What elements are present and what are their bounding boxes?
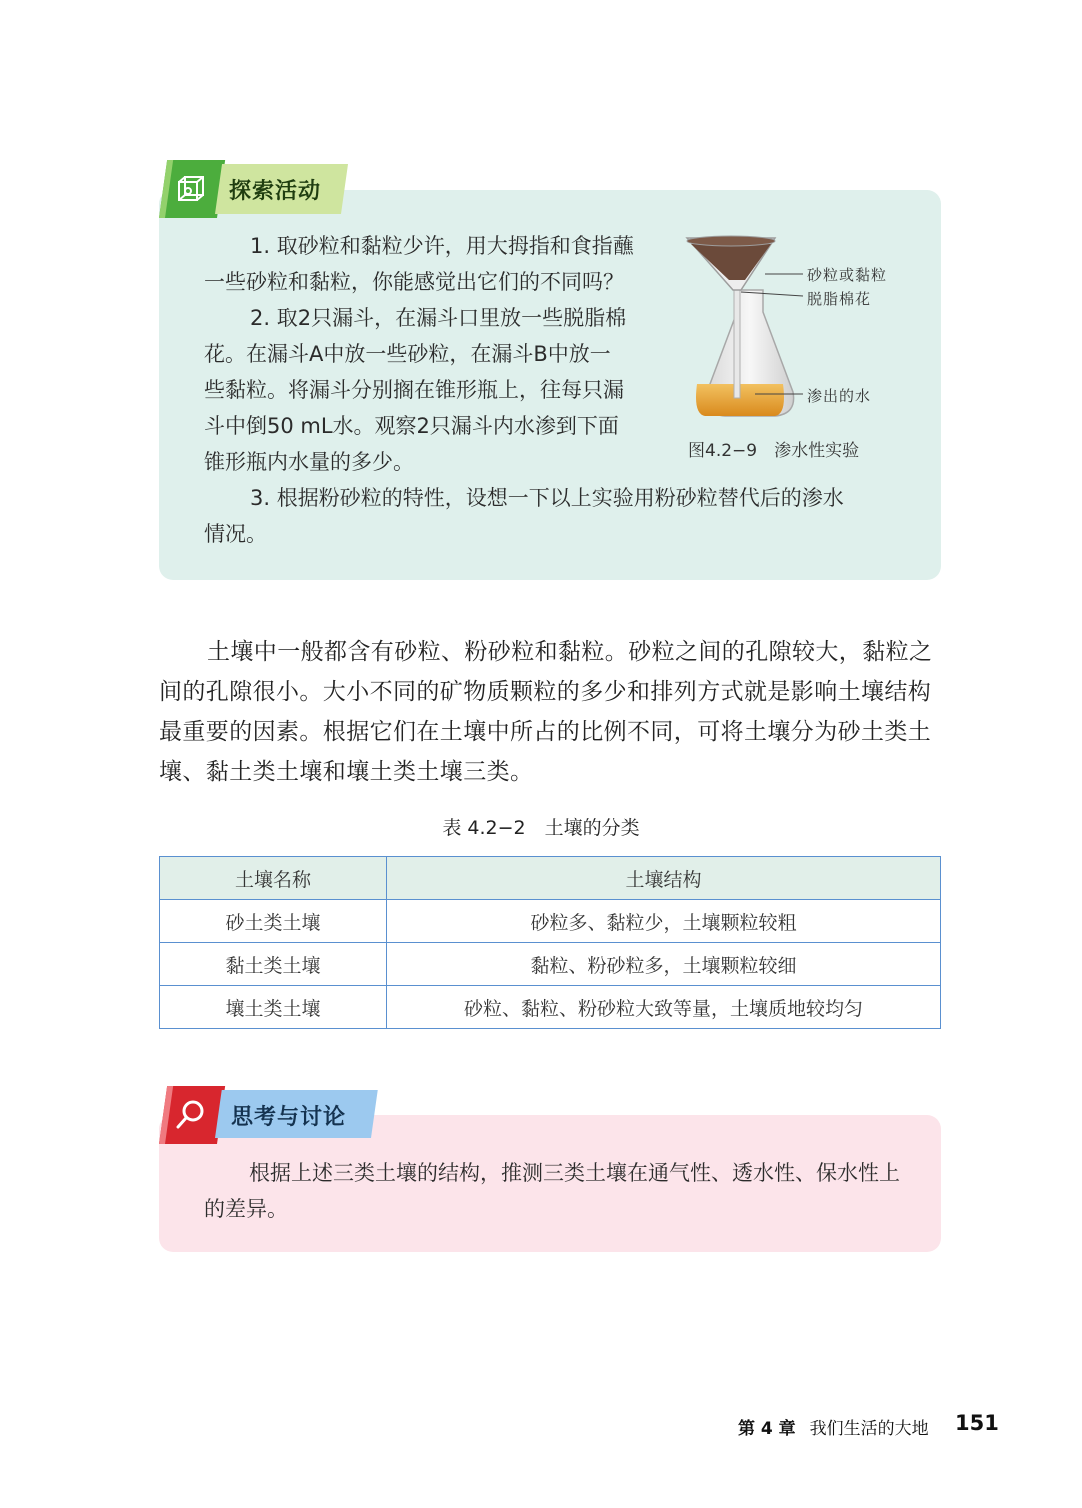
activity-header [159,160,344,218]
activity-step1-line2: 一些砂粒和黏粒，你能感觉出它们的不同吗？ [204,270,624,294]
activity-step2-line2: 花。在漏斗A中放一些砂粒，在漏斗B中放一 [204,342,611,366]
body-paragraph: 土壤中一般都含有砂粒、粉砂粒和黏粒。砂粒之间的孔隙较大，黏粒之间的孔隙很小。大小不同的矿物质颗粒的多少和排列方式就是影响土壤结构最重要的因素。根据它们在土壤中所占的比例不同，可将土壤分为砂土类土壤、黏土类土壤和壤土类土壤三类。 [159,639,933,785]
soil-name-cell: 壤土类土壤 [160,986,387,1029]
discussion-text: 根据上述三类土壤的结构，推测三类土壤在通气性、透水性、保水性上的差异。 [204,1161,900,1221]
header-soil-structure: 土壤结构 [387,857,941,900]
table-row [160,986,941,1029]
magnifier-icon [173,1097,209,1133]
soil-structure-cell: 砂粒、黏粒、粉砂粒大致等量，土壤质地较均匀 [387,986,941,1029]
funnel-flask-illustration [685,232,910,432]
chapter-title: 我们生活的大地 [809,1419,929,1439]
table-row [160,900,941,943]
label-filtered-water: 渗出的水 [807,387,872,405]
activity-step2-line4: 斗中倒50 mL水。观察2只漏斗内水渗到下面 [204,414,619,438]
chapter-number: 第 4 章 [738,1419,796,1439]
activity-step1-line1: 1. 取砂粒和黏粒少许，用大拇指和食指蘸 [250,234,634,258]
header-soil-name: 土壤名称 [160,857,387,900]
soil-structure-cell: 砂粒多、黏粒少，土壤颗粒较粗 [387,900,941,943]
page-number: 151 [955,1411,999,1435]
figure-caption: 图4.2−9 渗水性实验 [688,441,860,461]
soil-classification-table [159,856,941,1029]
discussion-header [159,1086,374,1144]
activity-step2-line1: 2. 取2只漏斗，在漏斗口里放一些脱脂棉 [250,306,627,330]
percolation-experiment-figure [685,232,910,432]
table-header-row [160,857,941,900]
table-caption: 表 4.2−2 土壤的分类 [442,817,640,839]
soil-name-cell: 黏土类土壤 [160,943,387,986]
activity-step3-line2: 情况。 [204,522,267,546]
discussion-title: 思考与讨论 [231,1105,347,1130]
page-footer [738,1414,929,1439]
soil-name-cell: 砂土类土壤 [160,900,387,943]
cube-network-icon [173,172,209,208]
soil-structure-cell: 黏粒、粉砂粒多，土壤颗粒较细 [387,943,941,986]
activity-step3-line1: 3. 根据粉砂粒的特性，设想一下以上实验用粉砂粒替代后的渗水 [250,486,844,510]
label-sand-or-clay: 砂粒或黏粒 [807,266,888,284]
table-row [160,943,941,986]
label-cotton: 脱脂棉花 [807,290,872,308]
activity-title: 探索活动 [229,179,322,204]
activity-step2-line3: 些黏粒。将漏斗分别搁在锥形瓶上，往每只漏 [204,378,624,402]
activity-step2-line5: 锥形瓶内水量的多少。 [204,450,414,474]
